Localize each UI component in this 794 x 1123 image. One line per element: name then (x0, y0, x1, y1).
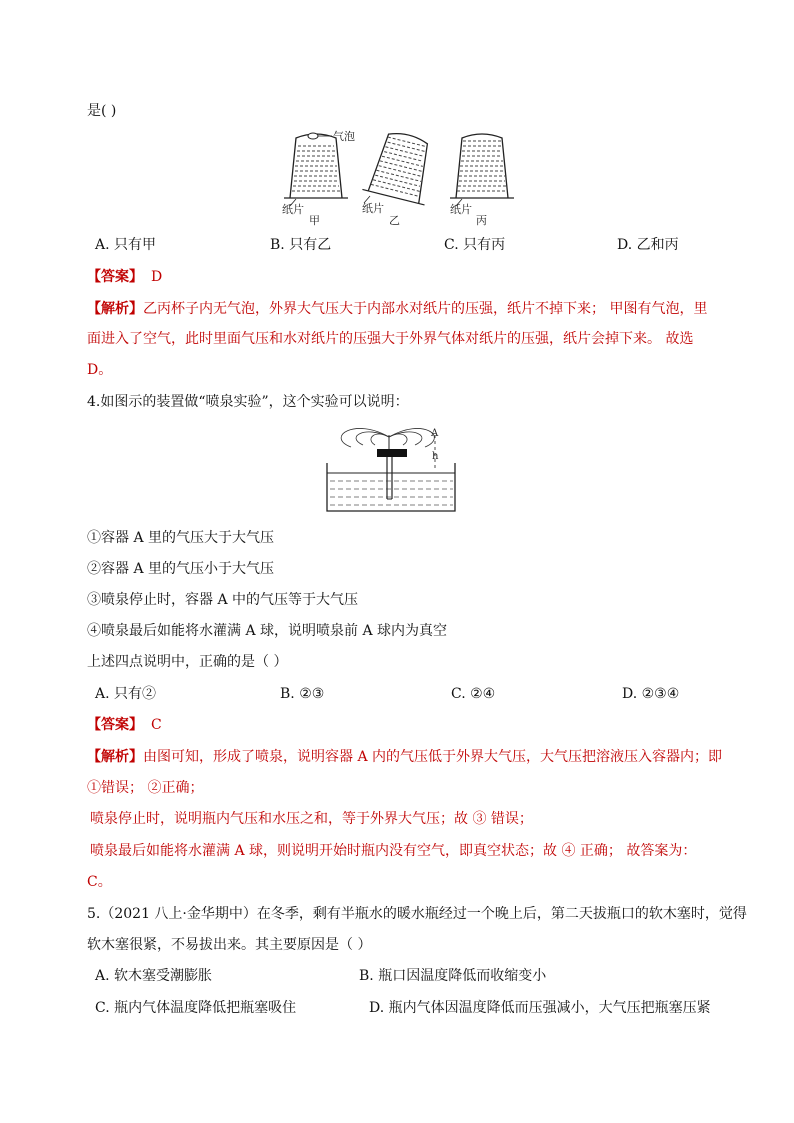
answer-tag: 【答案】 (87, 269, 143, 285)
q3-analysis-line-2: 面进入了空气，此时里面气压和水对纸片的压强大于外界气体对纸片的压强，纸片会掉下来。 故选 (87, 331, 694, 347)
q4-analysis-line-2: ①错误； ②正确； (87, 780, 204, 796)
q3-option-c[interactable]: C. 只有丙 (444, 237, 506, 253)
cup-jia (284, 133, 348, 206)
q3-option-a[interactable]: A. 只有甲 (95, 237, 157, 253)
analysis-tag: 【解析】 (87, 301, 143, 317)
paper-label-jia: 纸片 (282, 203, 304, 216)
cup-yi (362, 127, 440, 205)
q3-option-d[interactable]: D. 乙和丙 (617, 237, 679, 253)
q4-option-d[interactable]: D. ②③④ (622, 686, 680, 702)
q4-analysis-line-4: 喷泉最后如能将水灌满 A 球，则说明开始时瓶内没有空气，即真空状态；故 ④ 正确； 故答案为： (90, 843, 697, 859)
cup-label-bing: 丙 (476, 214, 487, 226)
cup-label-jia: 甲 (309, 214, 320, 226)
bubble-label: 气泡 (333, 130, 355, 143)
q5-option-a[interactable]: A. 软木塞受潮膨胀 (95, 968, 213, 984)
cup-bing (450, 134, 514, 206)
q4-analysis-line-5: C。 (87, 874, 112, 890)
q5-option-c[interactable]: C. 瓶内气体温度降低把瓶塞吸住 (95, 1000, 297, 1016)
q4-statement-4: ④喷泉最后如能将水灌满 A 球，说明喷泉前 A 球内为真空 (87, 623, 448, 639)
q5-stem-line-1: 5.（2021 八上·金华期中）在冬季，剩有半瓶水的暖水瓶经过一个晚上后，第二天拔瓶口的软木塞时，觉得 (87, 906, 747, 922)
paper-label-bing: 纸片 (450, 203, 472, 216)
answer-tag: 【答案】 (87, 717, 143, 733)
q4-statement-2: ②容器 A 里的气压小于大气压 (87, 561, 275, 577)
paper-label-yi: 纸片 (362, 202, 384, 215)
q3-analysis-line-1: 【解析】乙丙杯子内无气泡，外界大气压大于内部水对纸片的压强，纸片不掉下来； 甲图有气泡，里 (87, 301, 708, 317)
q5-option-b[interactable]: B. 瓶口因温度降低而收缩变小 (359, 968, 547, 984)
q3-option-b[interactable]: B. 只有乙 (270, 237, 332, 253)
q5-stem-line-2: 软木塞很紧，不易拔出来。其主要原因是（ ） (87, 937, 372, 953)
q4-statement-3: ③喷泉停止时，容器 A 中的气压等于大气压 (87, 592, 359, 608)
q4-option-b[interactable]: B. ②③ (280, 686, 325, 702)
q4-analysis-line-3: 喷泉停止时，说明瓶内气压和水压之和，等于外界大气压；故 ③ 错误； (90, 811, 533, 827)
q3-analysis-line-3: D。 (87, 362, 113, 378)
bubble-icon (308, 133, 318, 139)
label-A: A (431, 428, 439, 439)
q4-option-a[interactable]: A. 只有② (95, 686, 157, 702)
q4-figure-fountain (325, 425, 460, 515)
stopper-icon (377, 449, 407, 457)
answer-value: C (151, 717, 162, 733)
q4-option-c[interactable]: C. ②④ (451, 686, 496, 702)
q4-answer (87, 715, 162, 735)
q4-analysis-line-1: 【解析】由图可知，形成了喷泉，说明容器 A 内的气压低于外界大气压，大气压把溶液压入容器内；即 (87, 749, 723, 765)
q5-option-d[interactable]: D. 瓶内气体因温度降低而压强减小，大气压把瓶塞压紧 (369, 1000, 711, 1016)
analysis-tag: 【解析】 (87, 749, 143, 765)
q3-answer (87, 267, 162, 287)
answer-value: D (151, 269, 163, 285)
q4-stem: 4.如图示的装置做“喷泉实验”，这个实验可以说明： (87, 394, 409, 410)
q3-stem-tail: 是( ) (87, 103, 117, 119)
q3-figure-cups (270, 126, 520, 226)
label-h: h (432, 451, 439, 462)
q4-statement-1: ①容器 A 里的气压大于大气压 (87, 530, 275, 546)
cup-label-yi: 乙 (389, 214, 400, 226)
q4-prompt: 上述四点说明中，正确的是（ ） (87, 654, 288, 670)
